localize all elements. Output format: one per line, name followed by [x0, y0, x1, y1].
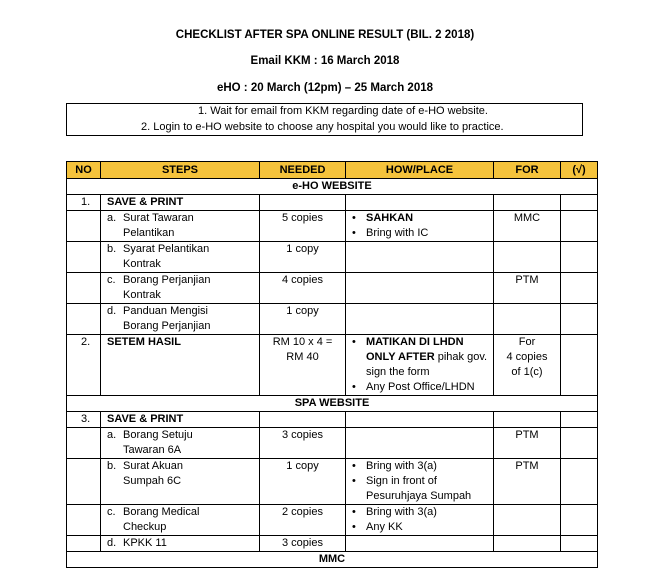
step-item	[101, 459, 260, 505]
step-item	[101, 242, 260, 273]
needed-cell: 1 copy	[260, 459, 346, 505]
for-cell: For 4 copies of 1(c)	[494, 335, 561, 396]
item-text: Borang Medical	[123, 506, 200, 518]
needed-cell: 2 copies	[260, 505, 346, 536]
checklist-table	[66, 161, 598, 568]
item-letter: d.	[107, 537, 117, 549]
notes-box	[66, 103, 583, 136]
step-item	[101, 505, 260, 536]
section-eho-label: e-HO WEBSITE	[67, 179, 598, 195]
item-letter: a.	[107, 212, 117, 224]
check-cell[interactable]	[561, 273, 598, 304]
table-row	[67, 211, 598, 242]
eho-date: eHO : 20 March (12pm) – 25 March 2018	[216, 82, 434, 94]
check-cell[interactable]	[561, 428, 598, 459]
needed-cell: 1 copy	[260, 304, 346, 335]
for-cell: MMC	[494, 211, 561, 242]
check-cell[interactable]	[561, 505, 598, 536]
step-item	[101, 273, 260, 304]
table-row	[67, 459, 598, 505]
how-bullet: • Bring with 3(a)	[352, 505, 493, 520]
email-date: Email KKM : 16 March 2018	[250, 55, 400, 67]
step-item	[101, 211, 260, 242]
for-cell: PTM	[494, 459, 561, 505]
table-row	[67, 505, 598, 536]
step-item	[101, 536, 260, 552]
item-text-cont: Borang Perjanjian	[123, 320, 211, 332]
item-text-cont: Pelantikan	[123, 227, 175, 239]
table-row	[67, 195, 598, 211]
needed-cell: 3 copies	[260, 536, 346, 552]
item-text: Borang Perjanjian	[123, 274, 211, 286]
step-label: SAVE & PRINT	[101, 412, 260, 428]
step-label: SAVE & PRINT	[101, 195, 260, 211]
item-letter: a.	[107, 429, 117, 441]
table-row	[67, 412, 598, 428]
table-row	[67, 536, 598, 552]
col-no-header: NO	[67, 162, 101, 179]
document-title: CHECKLIST AFTER SPA ONLINE RESULT (BIL. 2 2018)	[175, 29, 475, 41]
needed-cell: 3 copies	[260, 428, 346, 459]
check-cell[interactable]	[561, 335, 598, 396]
col-how-header: HOW/PLACE	[346, 162, 494, 179]
needed-cell: 1 copy	[260, 242, 346, 273]
row-number: 1.	[67, 195, 101, 211]
item-letter: b.	[107, 460, 117, 472]
check-cell[interactable]	[561, 304, 598, 335]
table-row	[67, 273, 598, 304]
item-text-cont: Checkup	[123, 521, 167, 533]
needed-cell: 4 copies	[260, 273, 346, 304]
row-number: 2.	[67, 335, 101, 396]
item-letter: c.	[107, 274, 116, 286]
for-cell: PTM	[494, 428, 561, 459]
check-cell[interactable]	[561, 536, 598, 552]
how-cell	[346, 505, 494, 536]
step-item	[101, 428, 260, 459]
item-text: Panduan Mengisi	[123, 305, 209, 317]
row-number: 3.	[67, 412, 101, 428]
needed-cell: RM 10 x 4 = RM 40	[260, 335, 346, 396]
how-bullet: • Any KK	[352, 520, 493, 535]
how-cell	[346, 211, 494, 242]
table-row	[67, 304, 598, 335]
check-cell[interactable]	[561, 211, 598, 242]
section-mmc-label: MMC	[67, 552, 598, 568]
section-row-eho	[67, 179, 598, 195]
item-text: KPKK 11	[123, 537, 167, 549]
table-header-row	[67, 162, 598, 179]
step-label: SETEM HASIL	[101, 335, 260, 396]
check-cell[interactable]	[561, 459, 598, 505]
col-for-header: FOR	[494, 162, 561, 179]
col-needed-header: NEEDED	[260, 162, 346, 179]
item-text: Surat Tawaran	[123, 212, 194, 224]
table-row	[67, 335, 598, 396]
table-row	[67, 242, 598, 273]
col-steps-header: STEPS	[101, 162, 260, 179]
note-2: 2. Login to e-HO website to choose any hospital you would like to practice.	[141, 121, 504, 133]
item-text: Syarat Pelantikan	[123, 243, 210, 255]
item-text-cont: Sumpah 6C	[123, 475, 182, 487]
item-text: Surat Akuan	[123, 460, 183, 472]
note-1: 1. Wait for email from KKM regarding date of e-HO website.	[198, 105, 488, 117]
needed-cell: 5 copies	[260, 211, 346, 242]
item-letter: d.	[107, 305, 117, 317]
section-spa-label: SPA WEBSITE	[67, 396, 598, 412]
table-row	[67, 428, 598, 459]
section-row-mmc	[67, 552, 598, 568]
section-row-spa	[67, 396, 598, 412]
item-text-cont: Kontrak	[123, 289, 161, 301]
how-bullet: • Bring with IC	[352, 226, 493, 241]
check-cell[interactable]	[561, 242, 598, 273]
how-bullet: • MATIKAN DI LHDN ONLY AFTER pihak gov. sign the form	[352, 335, 493, 380]
item-text-cont: Kontrak	[123, 258, 161, 270]
step-item	[101, 304, 260, 335]
item-letter: b.	[107, 243, 117, 255]
item-text: Borang Setuju	[123, 429, 193, 441]
how-bullet: • Sign in front of Pesuruhjaya Sumpah	[352, 474, 493, 504]
how-cell	[346, 459, 494, 505]
how-bullet: • Bring with 3(a)	[352, 459, 493, 474]
how-bullet: • Any Post Office/LHDN	[352, 380, 493, 395]
item-letter: c.	[107, 506, 116, 518]
how-cell	[346, 335, 494, 396]
col-check-header: (√)	[561, 162, 598, 179]
item-text-cont: Tawaran 6A	[123, 444, 182, 456]
for-cell: PTM	[494, 273, 561, 304]
how-bullet: • SAHKAN	[352, 211, 493, 226]
